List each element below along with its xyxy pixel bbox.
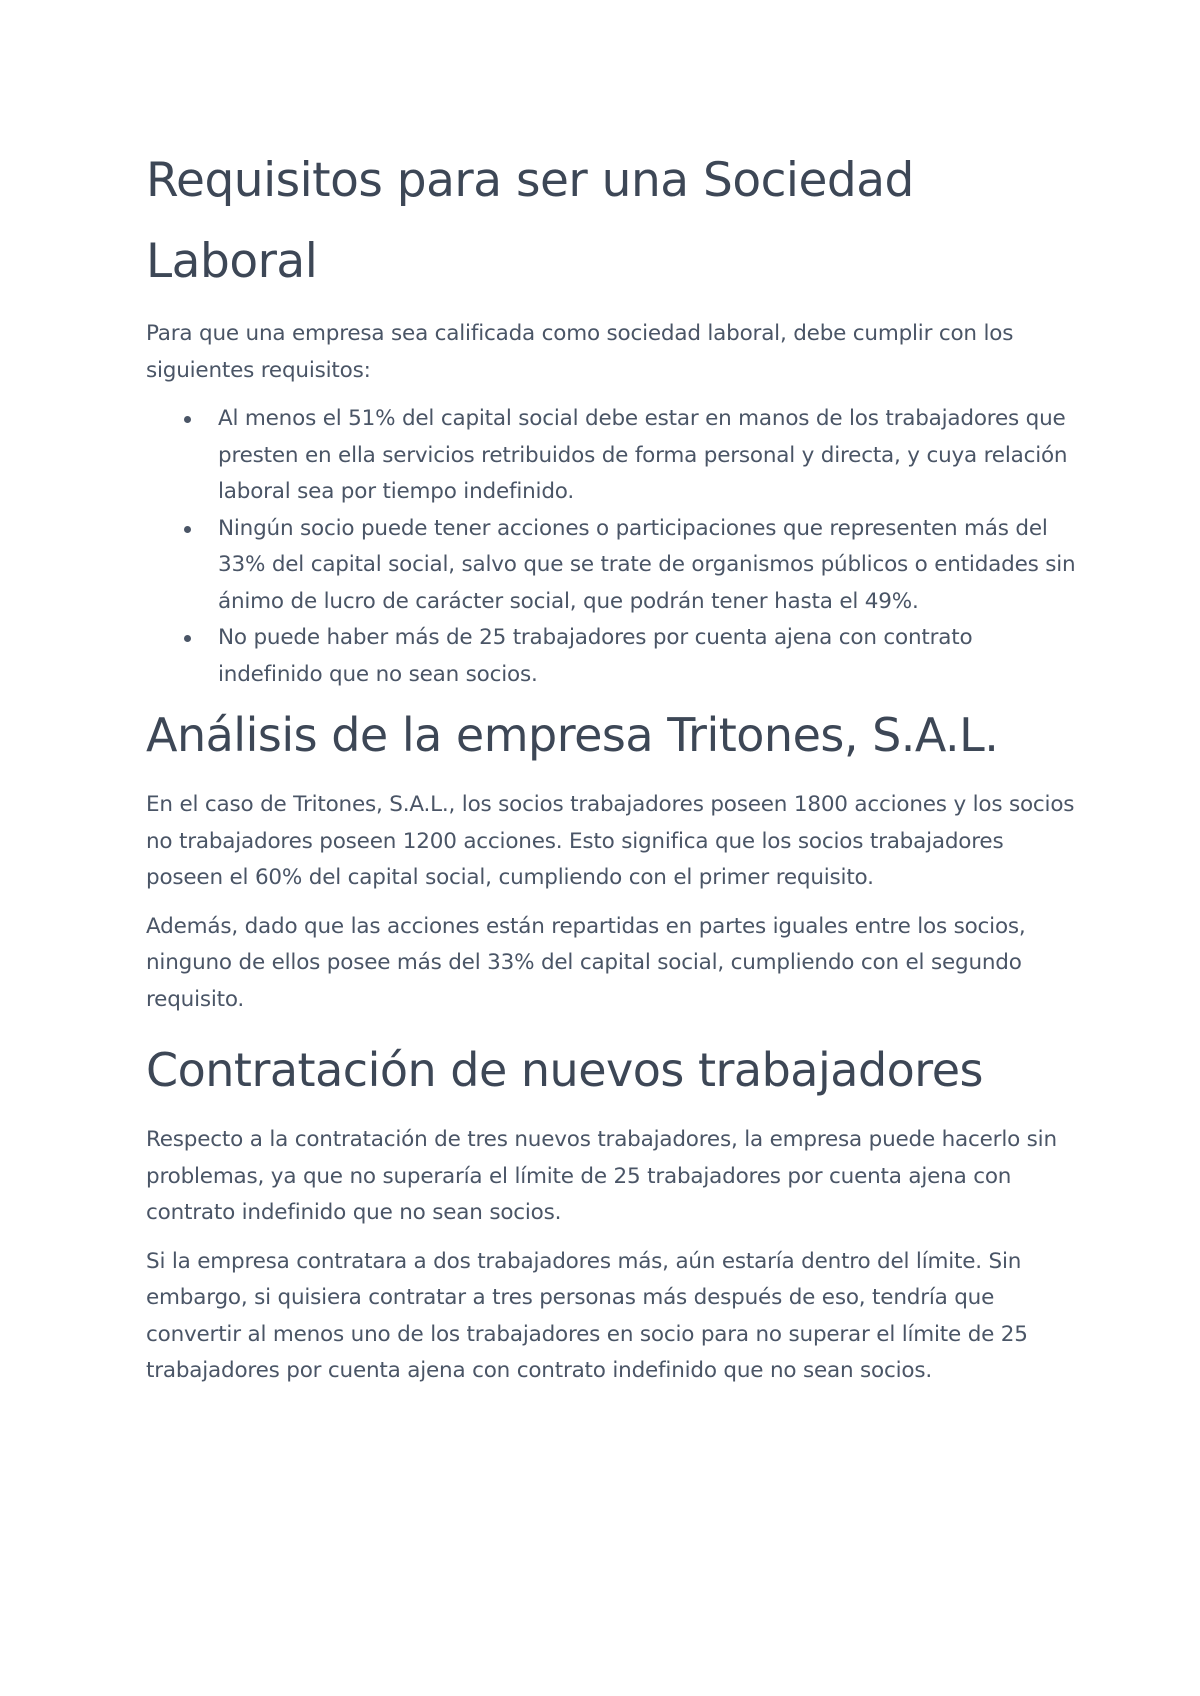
requirements-heading: Requisitos para ser una Sociedad Laboral <box>146 153 914 289</box>
list-item-text: Al menos el 51% del capital social debe estar en manos de los trabajadores que presten en ella servicios retribuidos de forma personal y directa, y cuya relación laboral sea por tiempo indefinido. <box>218 406 1068 504</box>
document-page <box>146 140 1076 1390</box>
list-item <box>146 401 1076 511</box>
list-item <box>146 511 1076 621</box>
analysis-paragraph: Además, dado que las acciones están repartidas en partes iguales entre los socios, ninguno de ellos posee más del 33% del capital social, cumpliendo con el segundo requisito. <box>146 913 1026 1012</box>
requirements-intro: Para que una empresa sea calificada como sociedad laboral, debe cumplir con los siguientes requisitos: <box>146 321 1014 383</box>
bullet-icon <box>184 635 191 642</box>
analysis-heading: Análisis de la empresa Tritones, S.A.L. <box>146 708 999 762</box>
list-item-text: No puede haber más de 25 trabajadores por cuenta ajena con contrato indefinido que no sean socios. <box>218 625 973 687</box>
list-item <box>146 620 1076 693</box>
requirements-list <box>146 401 1076 693</box>
hiring-heading: Contratación de nuevos trabajadores <box>146 1043 983 1097</box>
bullet-icon <box>184 416 191 423</box>
analysis-paragraph: En el caso de Tritones, S.A.L., los socios trabajadores poseen 1800 acciones y los socios no trabajadores poseen 1200 acciones. Esto significa que los socios trabajadores poseen el 60% del capital social, cumpliendo con el primer requisito. <box>146 792 1075 890</box>
bullet-icon <box>184 526 191 533</box>
list-item-text: Ningún socio puede tener acciones o participaciones que representen más del 33% del capital social, salvo que se trate de organismos públicos o entidades sin ánimo de lucro de carácter social, que podrán tener hasta el 49%. <box>218 515 1076 614</box>
hiring-paragraph: Si la empresa contratara a dos trabajadores más, aún estaría dentro del límite. Sin embargo, si quisiera contratar a tres personas más después de eso, tendría que convertir al menos uno de los trabajadores en socio para no superar el límite de 25 trabajadores por cuenta ajena con contrato indefinido que no sean socios. <box>146 1248 1028 1383</box>
hiring-paragraph: Respecto a la contratación de tres nuevos trabajadores, la empresa puede hacerlo sin problemas, ya que no superaría el límite de 25 trabajadores por cuenta ajena con contrato indefinido que no sean socios. <box>146 1127 1057 1225</box>
